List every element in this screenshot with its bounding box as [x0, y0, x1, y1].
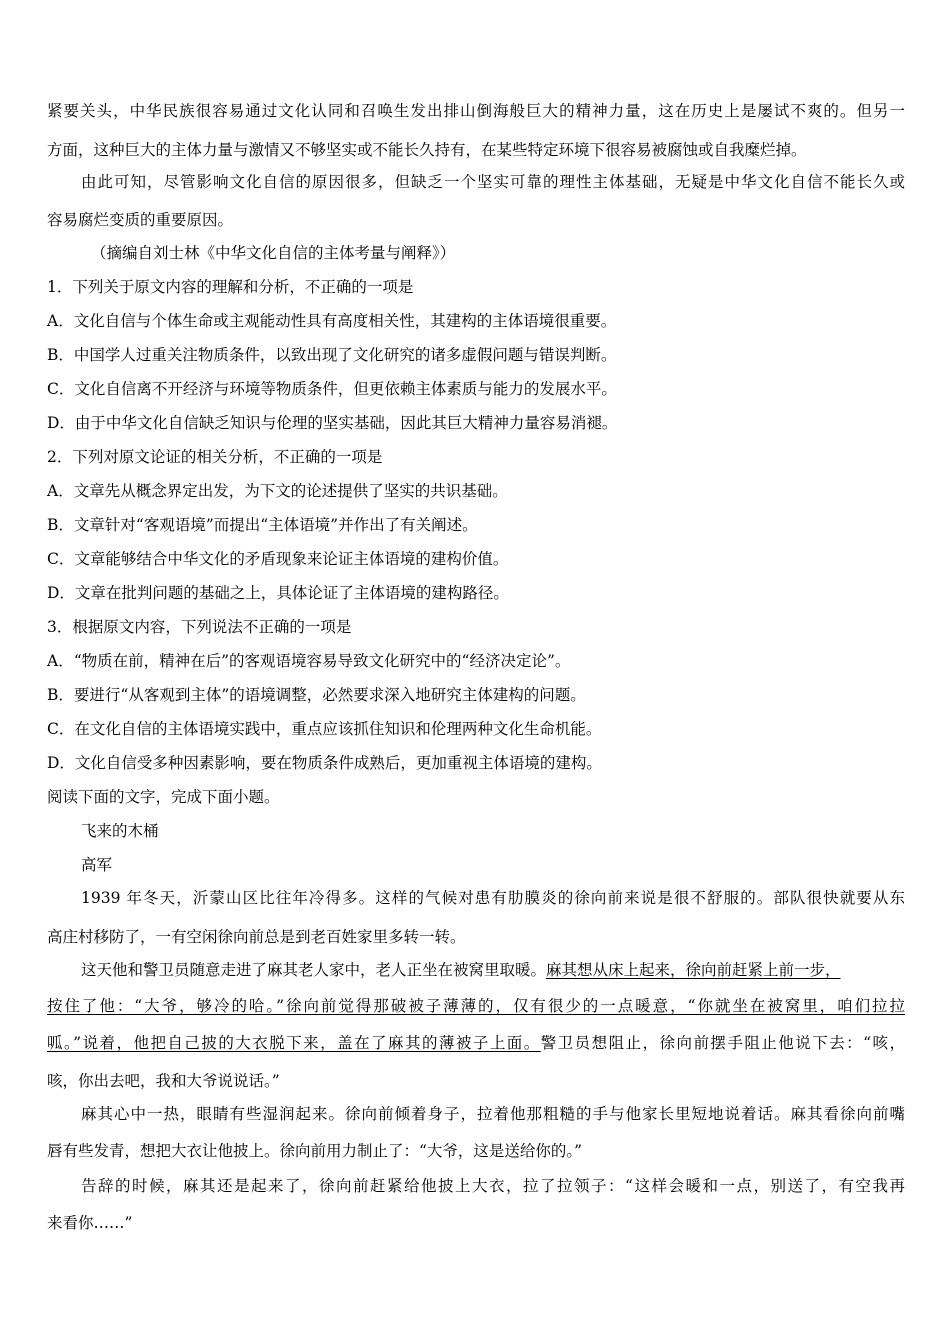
question-option: D．由于中华文化自信缺乏知识与伦理的坚实基础，因此其巨大精神力量容易消褪。	[47, 414, 618, 432]
question-option: A．“物质在前，精神在后”的客观语境容易导致文化研究中的“经济决定论”。	[47, 652, 571, 670]
story-paragraph-line	[81, 960, 905, 980]
question-option: B．文章针对“客观语境”而提出“主体语境”并作出了有关阐述。	[47, 516, 478, 534]
question-stem: 1．下列关于原文内容的理解和分析，不正确的一项是	[47, 278, 414, 296]
underlined-line: 按住了他：“大爷，够冷的哈。”徐向前觉得那破被子薄薄的，仅有很少的一点暖意，“你就坐在被窝里，咱们拉拉	[47, 997, 905, 1015]
passage-line: 紧要关头，中华民族很容易通过文化认同和召唤生发出排山倒海般巨大的精神力量，这在历史上是屡试不爽的。但另一	[47, 102, 905, 120]
question-option: B．中国学人过重关注物质条件，以致出现了文化研究的诸多虚假问题与错误判断。	[47, 346, 617, 364]
plain-text: 警卫员想阻止，徐向前摆手阻止他说下去：“咳，	[540, 1034, 905, 1052]
reading-instruction: 阅读下面的文字，完成下面小题。	[47, 788, 280, 806]
passage-line: 由此可知，尽管影响文化自信的原因很多，但缺乏一个坚实可靠的理性主体基础，无疑是中华文化自信不能长久或	[81, 173, 905, 191]
story-paragraph-line: 高庄村移防了，一有空闲徐向前总是到老百姓家里多转一转。	[47, 928, 466, 946]
underlined-text: 呱。”说着，他把自己披的大衣脱下来，盖在了麻其的薄被子上面。	[47, 1034, 541, 1052]
question-stem: 2．下列对原文论证的相关分析，不正确的一项是	[47, 448, 383, 466]
question-option: C．文化自信离不开经济与环境等物质条件，但更依赖主体素质与能力的发展水平。	[47, 380, 617, 398]
story-paragraph-line: 唇有些发青，想把大衣让他披上。徐向前用力制止了：“大爷，这是送给你的。”	[47, 1142, 583, 1160]
passage-line: 容易腐烂变质的重要原因。	[47, 211, 234, 229]
story-author: 高军	[81, 856, 113, 874]
question-option: D．文章在批判问题的基础之上，具体论证了主体语境的建构路径。	[47, 584, 509, 602]
question-option: A．文章先从概念界定出发，为下文的论述提供了坚实的共识基础。	[47, 482, 508, 500]
story-paragraph-line: 来看你……”	[47, 1214, 133, 1232]
question-option: D．文化自信受多种因素影响，要在物质条件成熟后，更加重视主体语境的建构。	[47, 754, 602, 772]
question-option: B．要进行“从客观到主体”的语境调整，必然要求深入地研究主体建构的问题。	[47, 686, 586, 704]
question-option: C．在文化自信的主体语境实践中，重点应该抓住知识和伦理两种文化生命机能。	[47, 720, 602, 738]
question-option: A．文化自信与个体生命或主观能动性具有高度相关性，其建构的主体语境很重要。	[47, 312, 617, 330]
story-title: 飞来的木桶	[81, 822, 159, 840]
question-option: C．文章能够结合中华文化的矛盾现象来论证主体语境的建构价值。	[47, 550, 509, 568]
story-paragraph-line	[47, 1033, 905, 1053]
story-paragraph-line: 麻其心中一热，眼睛有些湿润起来。徐向前倾着身子，拉着他那粗糙的手与他家长里短地说着话。麻其看徐向前嘴	[81, 1105, 905, 1123]
question-stem: 3．根据原文内容，下列说法不正确的一项是	[47, 618, 352, 636]
underlined-text: 麻其想从床上起来，徐向前赶紧上前一步，	[546, 961, 841, 979]
story-paragraph-line: 告辞的时候，麻其还是起来了，徐向前赶紧给他披上大衣，拉了拉领子：“这样会暖和一点，别送了，有空我再	[81, 1177, 905, 1195]
passage-source: （摘编自刘士林《中华文化自信的主体考量与阐释》）	[91, 244, 456, 262]
plain-text: 这天他和警卫员随意走进了麻其老人家中，老人正坐在被窝里取暖。	[81, 961, 547, 979]
passage-line: 方面，这种巨大的主体力量与激情又不够坚实或不能长久持有，在某些特定环境下很容易被腐蚀或自我糜烂掉。	[47, 141, 807, 159]
story-paragraph-line: 咳，你出去吧，我和大爷说说话。”	[47, 1072, 280, 1090]
story-paragraph-line: 1939 年冬天，沂蒙山区比往年冷得多。这样的气候对患有肋膜炎的徐向前来说是很不舒服的。部队很快就要从东	[81, 889, 905, 907]
